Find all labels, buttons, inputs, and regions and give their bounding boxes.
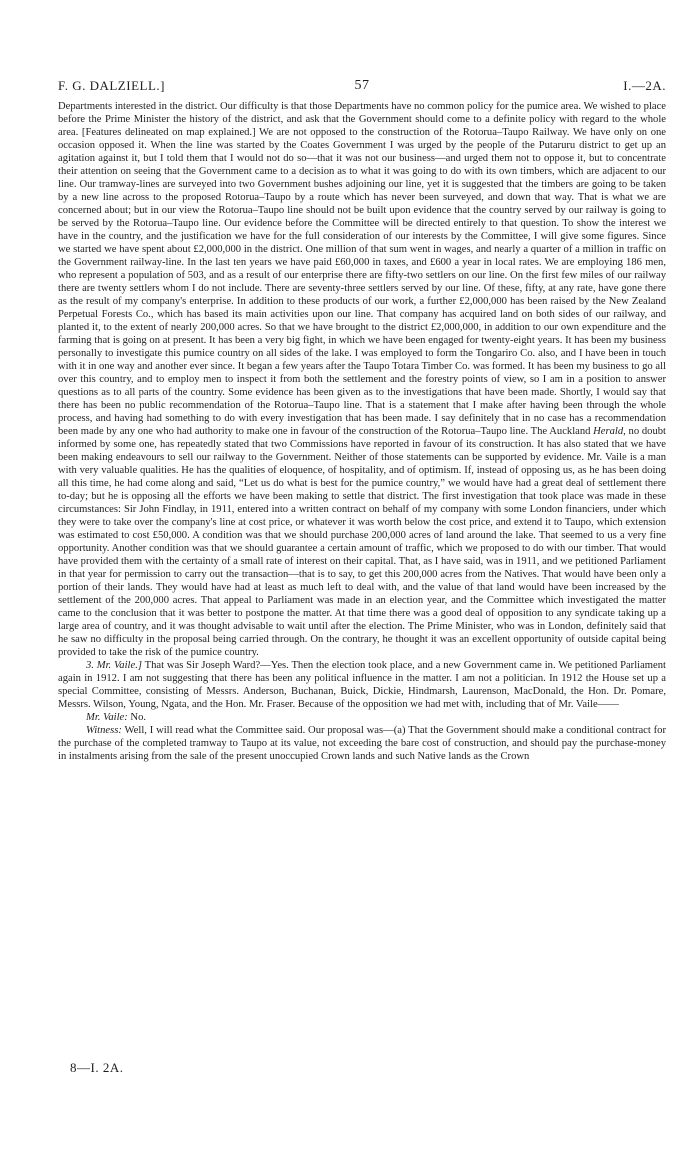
newspaper-title: Herald [593,426,624,437]
witness-paragraph [58,724,666,763]
question-paragraph [58,659,666,711]
evidence-paragraph [58,100,666,659]
witness-text: Well, I will read what the Committee said. Our proposal was—(a) That the Government should make a conditional contract for the purchase of the completed tramway to Taupo at its value, not exceeding the bare cost of construction, and should pay the purchase-money in instalments arising from the sale of the present unoccupied Crown lands and such Native lands as the Crown [58,725,666,762]
witness-label: Witness: [86,725,122,736]
page-footer-signature: 8—I. 2A. [70,1060,124,1075]
page-header [58,78,666,98]
interjection-text: No. [127,712,147,723]
paragraph-text-continued: , no doubt informed by some one, has repeatedly stated that two Commissions have reported in favour of its construction. It has also stated that we have been making endeavours to sell our railway to the Government. Neither of those statements can be supported by evidence. Mr. Vaile is a man with very valuable qualities. He has the qualities of eloquence, of hospitality, and of optimism. If, instead of opposing us, as he has been doing all this time, he had come along and said, “Let us do what is best for the pumice country,” we would have had a great deal of settlement there to-day; but he is opposing all the efforts we have been making to settle that district. The first investigation that took place was made in these circumstances: Sir John Findlay, in 1911, entered into a written contract on behalf of my company with some London financiers, under which they were to take over the company's line at cost price, or whatever it was worth below the cost price, and extend it to Taupo, which extension was estimated to cost £50,000. A condition was that we should purchase 200,000 acres of land around the lake. That seemed to us a very fine opportunity. Another condition was that we should guarantee a certain amount of traffic, which we proposed to do with our timber. That would have provided them with the certainty of a small rate of interest on their capital. That, as I have said, was in 1911, and we petitioned Parliament in that year for permission to carry out the transaction—that is to say, to get this 200,000 acres from the Natives. That would have been only a portion of their lands. They would have had at least as much left to deal with, and the value of that land would have been increased by the settlement of the 200,000 acres. That appeal to Parliament was made in an election year, and the Committee which investigated the matter came to the conclusion that it was better to postpone the matter. At that time there was a good deal of opposition to any syndicate taking up a large area of country, and it was thought advisable to wait until after the election. The Prime Minister, who was in London, definitely said that he saw no difficulty in the proposal being carried through. On the contrary, he thought it was an excellent opportunity of outside capital being provided to take the risk of the pumice country. [58,426,666,658]
questioner-label: 3. Mr. Vaile.] [86,660,142,671]
interjector-label: Mr. Vaile: [86,712,128,723]
header-paper-reference: I.—2A. [623,78,666,93]
page-number: 57 [354,78,370,93]
interjection-paragraph [58,711,666,724]
header-witness-name: F. G. DALZIELL.] [58,78,165,93]
document-body [58,100,666,763]
question-text: That was Sir Joseph Ward?—Yes. Then the election took place, and a new Government came in. We petitioned Parliament again in 1912. I am not suggesting that there has been any political influence in the matter. I am not a politician. In 1912 the House set up a special Committee, consisting of Messrs. Anderson, Buchanan, Buick, Dickie, Hindmarsh, Laurenson, MacDonald, the Hon. Dr. Pomare, Messrs. Wilson, Young, Ngata, and the Hon. Mr. Fraser. Because of the opposition we had met with, including that of Mr. Vaile—— [58,660,666,710]
paragraph-text: Departments interested in the district. Our difficulty is that those Departments have no common policy for the pumice area. We wished to place before the Prime Minister the history of the district, and ask that the Government should come to a definite policy with regard to the whole area. [Features delineated on map explained.] We are not opposed to the construction of the Rotorua–Taupo Railway. We have only on one occasion opposed it. When the line was started by the Coates Government I was urged by the people of the Putaruru district to get up an agitation against it, but I told them that I would not do so—that it was not our business—and urged them not to oppose it, but to concentrate their attention on seeing that the Government came to a decision as to what it was going to do with its own timbers, which are adjacent to our line. Our tramway-lines are surveyed into two Government bushes adjoining our line, yet it is suggested that the timbers are going to be taken by a new line across to the proposed Rotorua–Taupo by a route which has never been surveyed, and down that way. That is what we are concerned about; but in our view the Rotorua–Taupo line should not be built upon evidence that the country served by our railway is going to be served by the Rotorua–Taupo line. Our evidence before the Committee will be directed entirely to that question. To show the interest we have in the country, and the justification we have for the full consideration of our interests by the Committee, I will give some figures. Since we started we have spent about £2,000,000 in the district. One million of that sum went in wages, and nearly a quarter of a million in traffic on the Government railway-line. In the last ten years we have paid £60,000 in taxes, and £600 a year in local rates. We are employing 186 men, who represent a population of 503, and as a result of our enterprise there are fifty-two settlers on our line. On the first few miles of our railway there are twenty settlers whom I do not include. There are seventy-three settlers served by our line. Of these, fifty, at any rate, have gone there as the result of my company's enterprise. In addition to these products of our work, a further £2,000,000 has been raised by the New Zealand Perpetual Forests Co., which has based its main activities upon our line. That company has acquired land on both sides of our railway, and planted it, to the extent of nearly 200,000 acres. So that we have brought to the district £2,000,000, in addition to our own expenditure and the farming that is going on at present. It has been a very big fight, in which we have been engaged for twenty-eight years. It has been my business personally to investigate this pumice country on all sides of the lake. I was employed to form the Tongariro Co. also, and I have been in touch with it in one way and another ever since. It began a few years after the Taupo Totara Timber Co. was formed. It has been my business to go all over this country, and to employ men to inspect it from both the settlement and the forestry points of view, so I am in a position to answer questions as to all parts of the country. Some evidence has been given as to the investigations that have been made. Shortly, I would say that there has been no public recommendation of the Rotorua–Taupo line. That is a statement that I make after having been through the whole process, and having had something to do with every investigation that has been made. I say definitely that in no case has a recommendation been made by any one who had authority to make one in favour of the construction of the Rotorua–Taupo line. The Auckland [58,101,666,437]
